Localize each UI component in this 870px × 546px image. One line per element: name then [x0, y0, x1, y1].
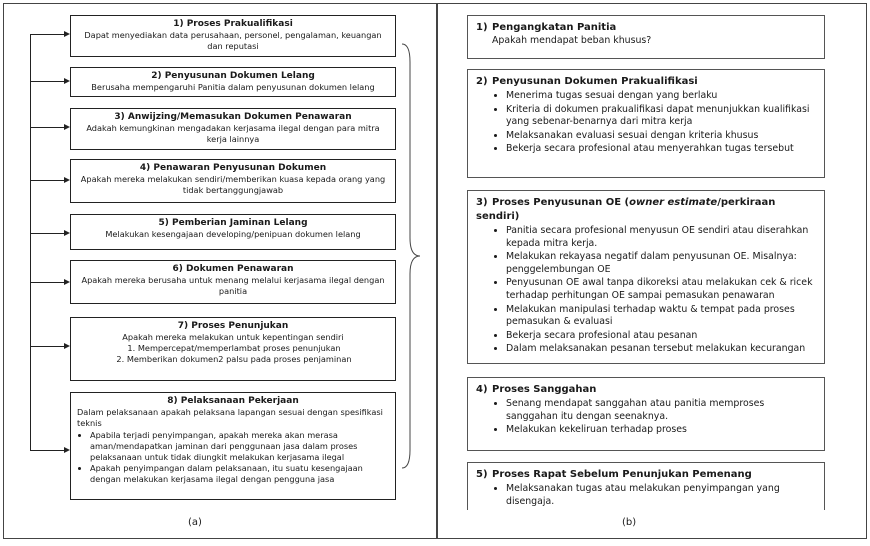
committee-box-4-bullet-1: • Senang mendapat sanggahan atau panitia memproses sanggahan itu dengan seenaknya.	[506, 398, 816, 423]
process-box-8-title: 8) Pelaksanaan Pekerjaan	[167, 396, 299, 406]
committee-box-1-num: 1)	[476, 22, 488, 33]
process-box-2	[70, 67, 396, 97]
arrow-to-box-7	[30, 346, 64, 347]
committee-box-5-num: 5)	[476, 469, 488, 480]
committee-box-3-bullet-1: • Panitia secara profesional menyusun OE sendiri atau diserahkan kepada mitra kerja.	[506, 225, 816, 250]
committee-box-2-bullet-4: • Bekerja secara profesional atau menyerahkan tugas tersebut	[506, 143, 816, 156]
panel-a-caption: (a)	[188, 517, 202, 528]
process-box-3-desc: Adakah kemungkinan mengadakan kerjasama ilegal dengan para mitra kerja lainnya	[86, 123, 380, 144]
process-box-7	[70, 317, 396, 381]
committee-box-2-title-text: Penyusunan Dokumen Prakualifikasi	[492, 76, 698, 87]
arrow-to-box-5	[30, 233, 64, 234]
committee-box-5-bullet-1: • Melaksanakan tugas atau melakukan penyimpangan yang disengaja.	[506, 483, 816, 508]
committee-box-2-bullet-1: • Menerima tugas sesuai dengan yang berlaku	[506, 90, 816, 103]
arrow-to-box-1	[30, 34, 64, 35]
committee-box-3-title-em: owner estimate	[629, 197, 718, 208]
process-box-7-item-1: 1. Mempercepat/memperlambat proses penunjukan	[127, 343, 341, 353]
committee-box-2-title	[476, 75, 816, 89]
committee-box-5-title	[476, 468, 816, 482]
committee-box-2	[467, 69, 825, 178]
committee-box-3-title	[476, 196, 816, 224]
process-box-7-desc: Apakah mereka melakukan untuk kepentingan sendiri	[122, 332, 344, 342]
process-box-5-desc: Melakukan kesengajaan developing/penipuan dokumen lelang	[105, 229, 361, 239]
committee-box-3-title-pre: Proses Penyusunan OE (	[492, 197, 630, 208]
committee-box-3-title-post: /perkiraan sendiri)	[476, 197, 776, 222]
process-box-8-bullets	[77, 430, 389, 485]
committee-box-4-title	[476, 383, 816, 397]
process-box-2-title: 2) Penyusunan Dokumen Lelang	[151, 71, 315, 81]
committee-box-3-num: 3)	[476, 197, 488, 208]
committee-box-2-bullet-2: • Kriteria di dokumen prakualifikasi dapat menunjukkan kualifikasi yang sebenar-benarnya dari mitra kerja	[506, 104, 816, 129]
panel-a	[3, 3, 437, 539]
committee-box-2-num: 2)	[476, 76, 488, 87]
arrow-to-box-3	[30, 127, 64, 128]
committee-box-3-bullet-3: • Penyusunan OE awal tanpa dikoreksi atau melakukan cek & ricek terhadap perhitungan OE sampai pemasukan penawaran	[506, 277, 816, 302]
committee-box-3-bullet-2: • Melakukan rekayasa negatif dalam penyusunan OE. Misalnya: penggelembungan OE	[506, 251, 816, 276]
process-box-5-title: 5) Pemberian Jaminan Lelang	[158, 218, 308, 228]
process-box-1-title: 1) Proses Prakualifikasi	[173, 19, 293, 29]
arrow-to-box-6	[30, 282, 64, 283]
committee-box-4-title-text: Proses Sanggahan	[492, 384, 597, 395]
arrow-to-box-4	[30, 180, 64, 181]
committee-box-4-num: 4)	[476, 384, 488, 395]
process-box-4-title: 4) Penawaran Penyusunan Dokumen	[139, 163, 327, 173]
process-box-6-title: 6) Dokumen Penawaran	[172, 264, 294, 274]
process-box-7-title: 7) Proses Penunjukan	[177, 321, 289, 331]
process-box-8-desc: Dalam pelaksanaan apakah pelaksana lapangan sesuai dengan spesifikasi teknis	[77, 407, 383, 428]
process-box-1-desc: Dapat menyediakan data perusahaan, personel, pengalaman, keuangan dan reputasi	[84, 30, 382, 51]
panel-b	[437, 3, 867, 539]
committee-box-4-bullets	[492, 398, 816, 437]
arrow-to-box-2	[30, 81, 64, 82]
process-box-3-title: 3) Anwijzing/Memasukan Dokumen Penawaran	[114, 112, 352, 122]
committee-box-3-bullet-5: • Bekerja secara profesional atau pesanan	[506, 330, 816, 343]
committee-box-1-sub: Apakah mendapat beban khusus?	[492, 35, 652, 46]
right-brace	[400, 42, 424, 470]
committee-box-5-title-text: Proses Rapat Sebelum Penunjukan Pemenang	[492, 469, 752, 480]
process-box-6-desc: Apakah mereka berusaha untuk menang melalui kerjasama ilegal dengan panitia	[81, 275, 385, 296]
process-box-1	[70, 15, 396, 57]
process-box-2-desc: Berusaha mempengaruhi Panitia dalam penyusunan dokumen lelang	[91, 82, 375, 92]
process-box-5	[70, 214, 396, 250]
committee-box-4-bullet-2: • Melakukan kekeliruan terhadap proses	[506, 424, 816, 437]
committee-box-3-bullet-6: • Dalam melaksanakan pesanan tersebut melakukan kecurangan	[506, 343, 816, 356]
committee-box-3-bullet-4: • Melakukan manipulasi terhadap waktu & tempat pada proses pemasukan & evaluasi	[506, 304, 816, 329]
panel-b-caption: (b)	[622, 517, 637, 528]
process-box-8-bullet-1: • Apabila terjadi penyimpangan, apakah mereka akan merasa aman/mendapatkan jaminan dari penggunaan jasa dalam proses pelaksanaan untuk tidak diungkit melakukan kerjasama ilegal	[90, 430, 389, 463]
feedback-loop-line	[30, 34, 31, 451]
committee-box-1	[467, 15, 825, 59]
committee-box-3-bullets	[492, 225, 816, 356]
process-box-8-bullet-2: • Apakah penyimpangan dalam pelaksanaan, itu suatu kesengajaan dengan melakukan kerjasama ilegal dengan pengguna jasa	[90, 463, 389, 485]
process-box-3	[70, 108, 396, 150]
committee-box-1-title	[476, 21, 816, 35]
process-box-4	[70, 159, 396, 203]
process-box-4-desc: Apakah mereka melakukan sendiri/memberikan kuasa kepada orang yang tidak bertanggungjawab	[80, 174, 386, 195]
process-box-6	[70, 260, 396, 304]
process-box-8	[70, 392, 396, 500]
committee-box-2-bullets	[492, 90, 816, 156]
committee-box-1-title-text: Pengangkatan Panitia	[492, 22, 617, 33]
committee-box-4	[467, 377, 825, 451]
crop-band	[438, 510, 866, 539]
process-box-7-item-2: 2. Memberikan dokumen2 palsu pada proses penjaminan	[116, 354, 352, 364]
committee-box-3	[467, 190, 825, 364]
committee-box-5-bullets	[492, 483, 816, 508]
committee-box-2-bullet-3: • Melaksanakan evaluasi sesuai dengan kriteria khusus	[506, 130, 816, 143]
arrow-to-box-8	[30, 450, 64, 451]
